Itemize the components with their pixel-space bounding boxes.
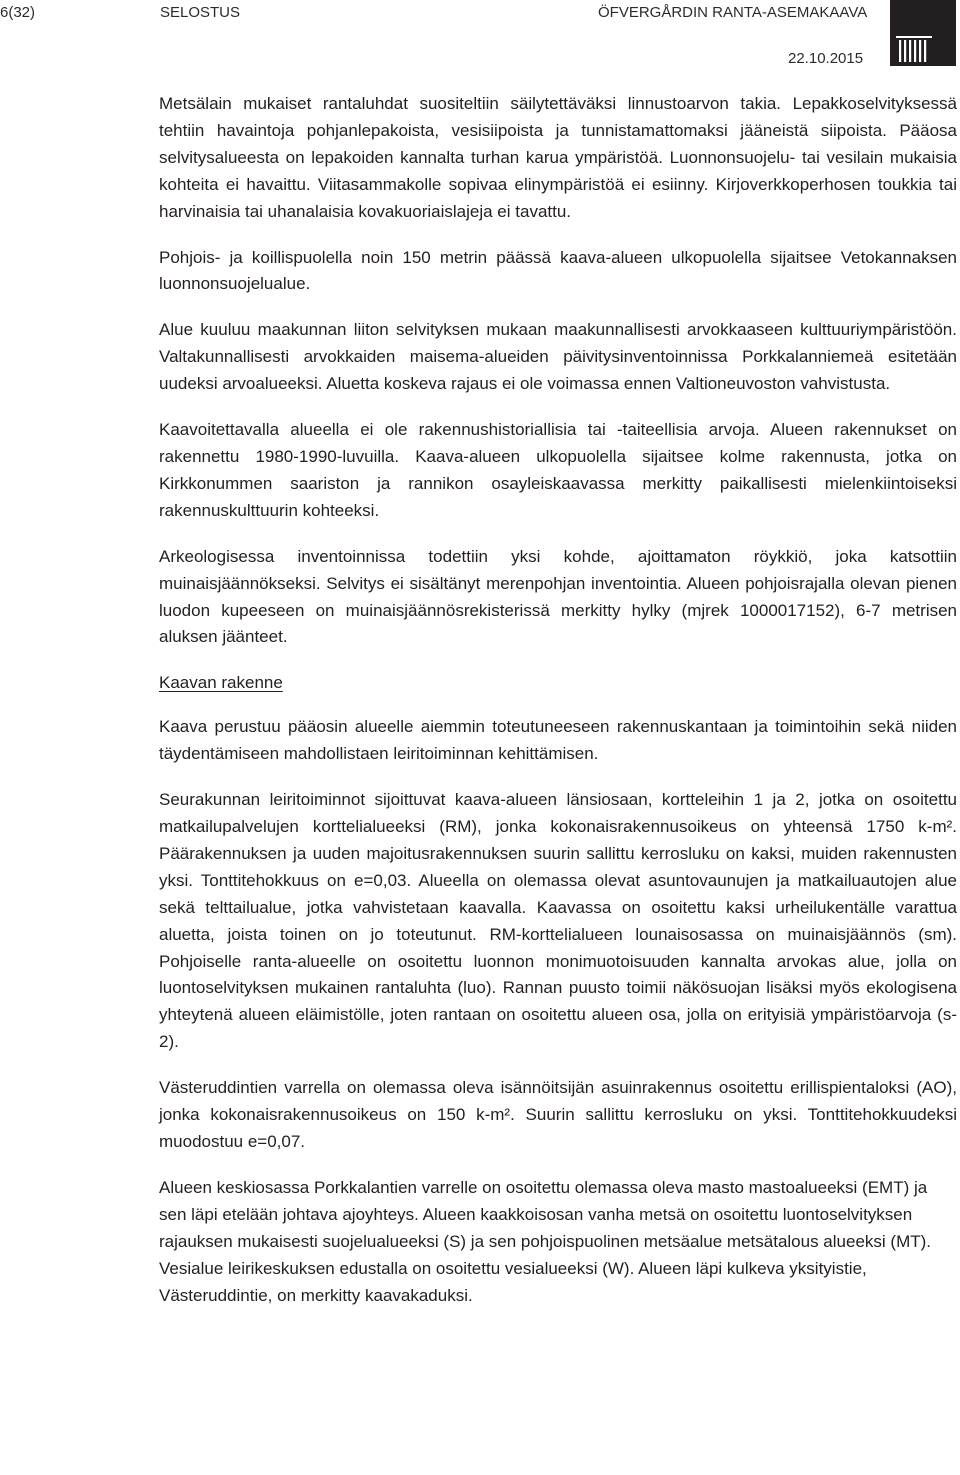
document-title: ÖFVERGÅRDIN RANTA-ASEMAKAAVA	[598, 4, 868, 21]
document-type: SELOSTUS	[160, 4, 241, 21]
paragraph-cultural-environment: Alue kuuluu maakunnan liiton selvityksen mukaan maakunnallisesti arvokkaaseen kulttuuriympäristöön. Valtakunnallisesti arvokkaiden maisema-alueiden päivitysinventoinnissa Porkkalanniemeä esitetään uudeksi arvoalueeksi. Aluetta koskeva rajaus ei ole voimassa ennen Valtioneuvoston vahvistusta.	[159, 320, 957, 394]
paragraph-residence: Västeruddintien varrella on olemassa oleva isännöitsijän asuinrakennus osoitettu erillispientaloksi (AO), jonka kokonaisrakennusoikeus on 150 k-m². Suurin sallittu kerrosluku on yksi. Tonttitehokkuudeksi muodostuu e=0,07.	[159, 1078, 957, 1151]
paragraph-nature-survey: Metsälain mukaiset rantaluhdat suositeltiin säilytettäväksi linnustoarvon takia. Lepakkoselvityksessä tehtiin havaintoja pohjanlepakoista, vesisiipoista ja tunnistamattomaksi jääneistä siipoista. Pääosa selvitysalueesta on lepakoiden kannalta turhan karua ympäristöä. Luonnonsuojelu- tai vesilain mukaisia kohteita ei havaittu. Viitasammakolle sopivaa elinympäristöä ei esiinny. Kirjoverkkoperhosen toukkia tai harvinaisia tai uhanalaisia kovakuoriaislajeja ei tavattu.	[159, 94, 957, 221]
paragraph-building-history: Kaavoitettavalla alueella ei ole rakennushistoriallisia tai -taiteellisia arvoja. Alueen rakennukset on rakennettu 1980-1990-luvuilla. Kaava-alueen ulkopuolella sijaitsee kolme rakennusta, jotka on Kirkkonummen saariston ja rannikon osayleiskaavassa merkitty paikallisesti mielenkiintoiseksi rakennuskulttuurin kohteeksi.	[159, 420, 957, 520]
document-body	[159, 91, 957, 1328]
paragraph-nature-reserve: Pohjois- ja koillispuolella noin 150 metrin päässä kaava-alueen ulkopuolella sijaitsee Vetokannaksen luonnonsuojelualue.	[159, 247, 957, 294]
section-heading: Kaavan rakenne	[159, 673, 283, 693]
architect-logo-icon	[890, 0, 956, 66]
paragraph-archaeology: Arkeologisessa inventoinnissa todettiin yksi kohde, ajoittamaton röykkiö, joka katsottiin muinaisjäännökseksi. Selvitys ei sisältänyt merenpohjan inventointia. Alueen pohjoisrajalla olevan pienen luodon kupeeseen on muinaisjäännösrekisterissä merkitty hylky (mjrek 1000017152), 6-7 metrisen aluksen jäänteet.	[159, 546, 957, 647]
paragraph-central-area: Alueen keskiosassa Porkkalantien varrelle on osoitettu olemassa oleva masto mastoalueeksi (EMT) ja sen läpi etelään johtava ajoyhteys. Alueen kaakkoisosan vanha metsä on osoitettu luontoselvityksen rajauksen mukaisesti suojelualueeksi (S) ja sen pohjoispuolinen metsäalue metsätalous alueeksi (MT). Vesialue leirikeskuksen edustalla on osoitettu vesialueeksi (W). Alueen läpi kulkeva yksityistie, Västeruddintie, on merkitty kaavakaduksi.	[159, 1177, 931, 1305]
document-date: 22.10.2015	[788, 50, 864, 67]
page-number: 6(32)	[0, 4, 36, 21]
paragraph-camp-area: Seurakunnan leiritoiminnot sijoittuvat kaava-alueen länsiosaan, kortteleihin 1 ja 2, jotka on osoitettu matkailupalvelujen korttelialueeksi (RM), jonka kokonaisrakennusoikeus on yhteensä 1750 k-m². Päärakennuksen ja uuden majoitusrakennuksen suurin sallittu kerrosluku on kaksi, muiden rakennusten yksi. Tonttitehokkuus on e=0,03. Alueella on olemassa olevat asuntovaunujen ja matkailuautojen alue sekä telttailualue, jotka vahvistetaan kaavalla. Kaavassa on osoitettu kaksi urheilukentälle varattua aluetta, joista toinen on jo toteutunut. RM-korttelialueen lounaisosassa on muinaisjäännös (sm). Pohjoiselle ranta-alueelle on osoitettu luonnon monimuotoisuuden kannalta arvokas alue, jolla on luontoselvityksen mukainen rantaluhta (luo). Rannan puusto toimii näkösuojan lisäksi myös ekologisena yhteytenä alueen eläimistölle, joten rantaan on osoitettu alueen osa, jolla on erityisiä ympäristöarvoja (s-2).	[159, 790, 957, 1052]
paragraph-plan-basis: Kaava perustuu pääosin alueelle aiemmin toteutuneeseen rakennuskantaan ja toimintoihin sekä niiden täydentämiseen mahdollistaen leiritoiminnan kehittämisen.	[159, 717, 957, 764]
